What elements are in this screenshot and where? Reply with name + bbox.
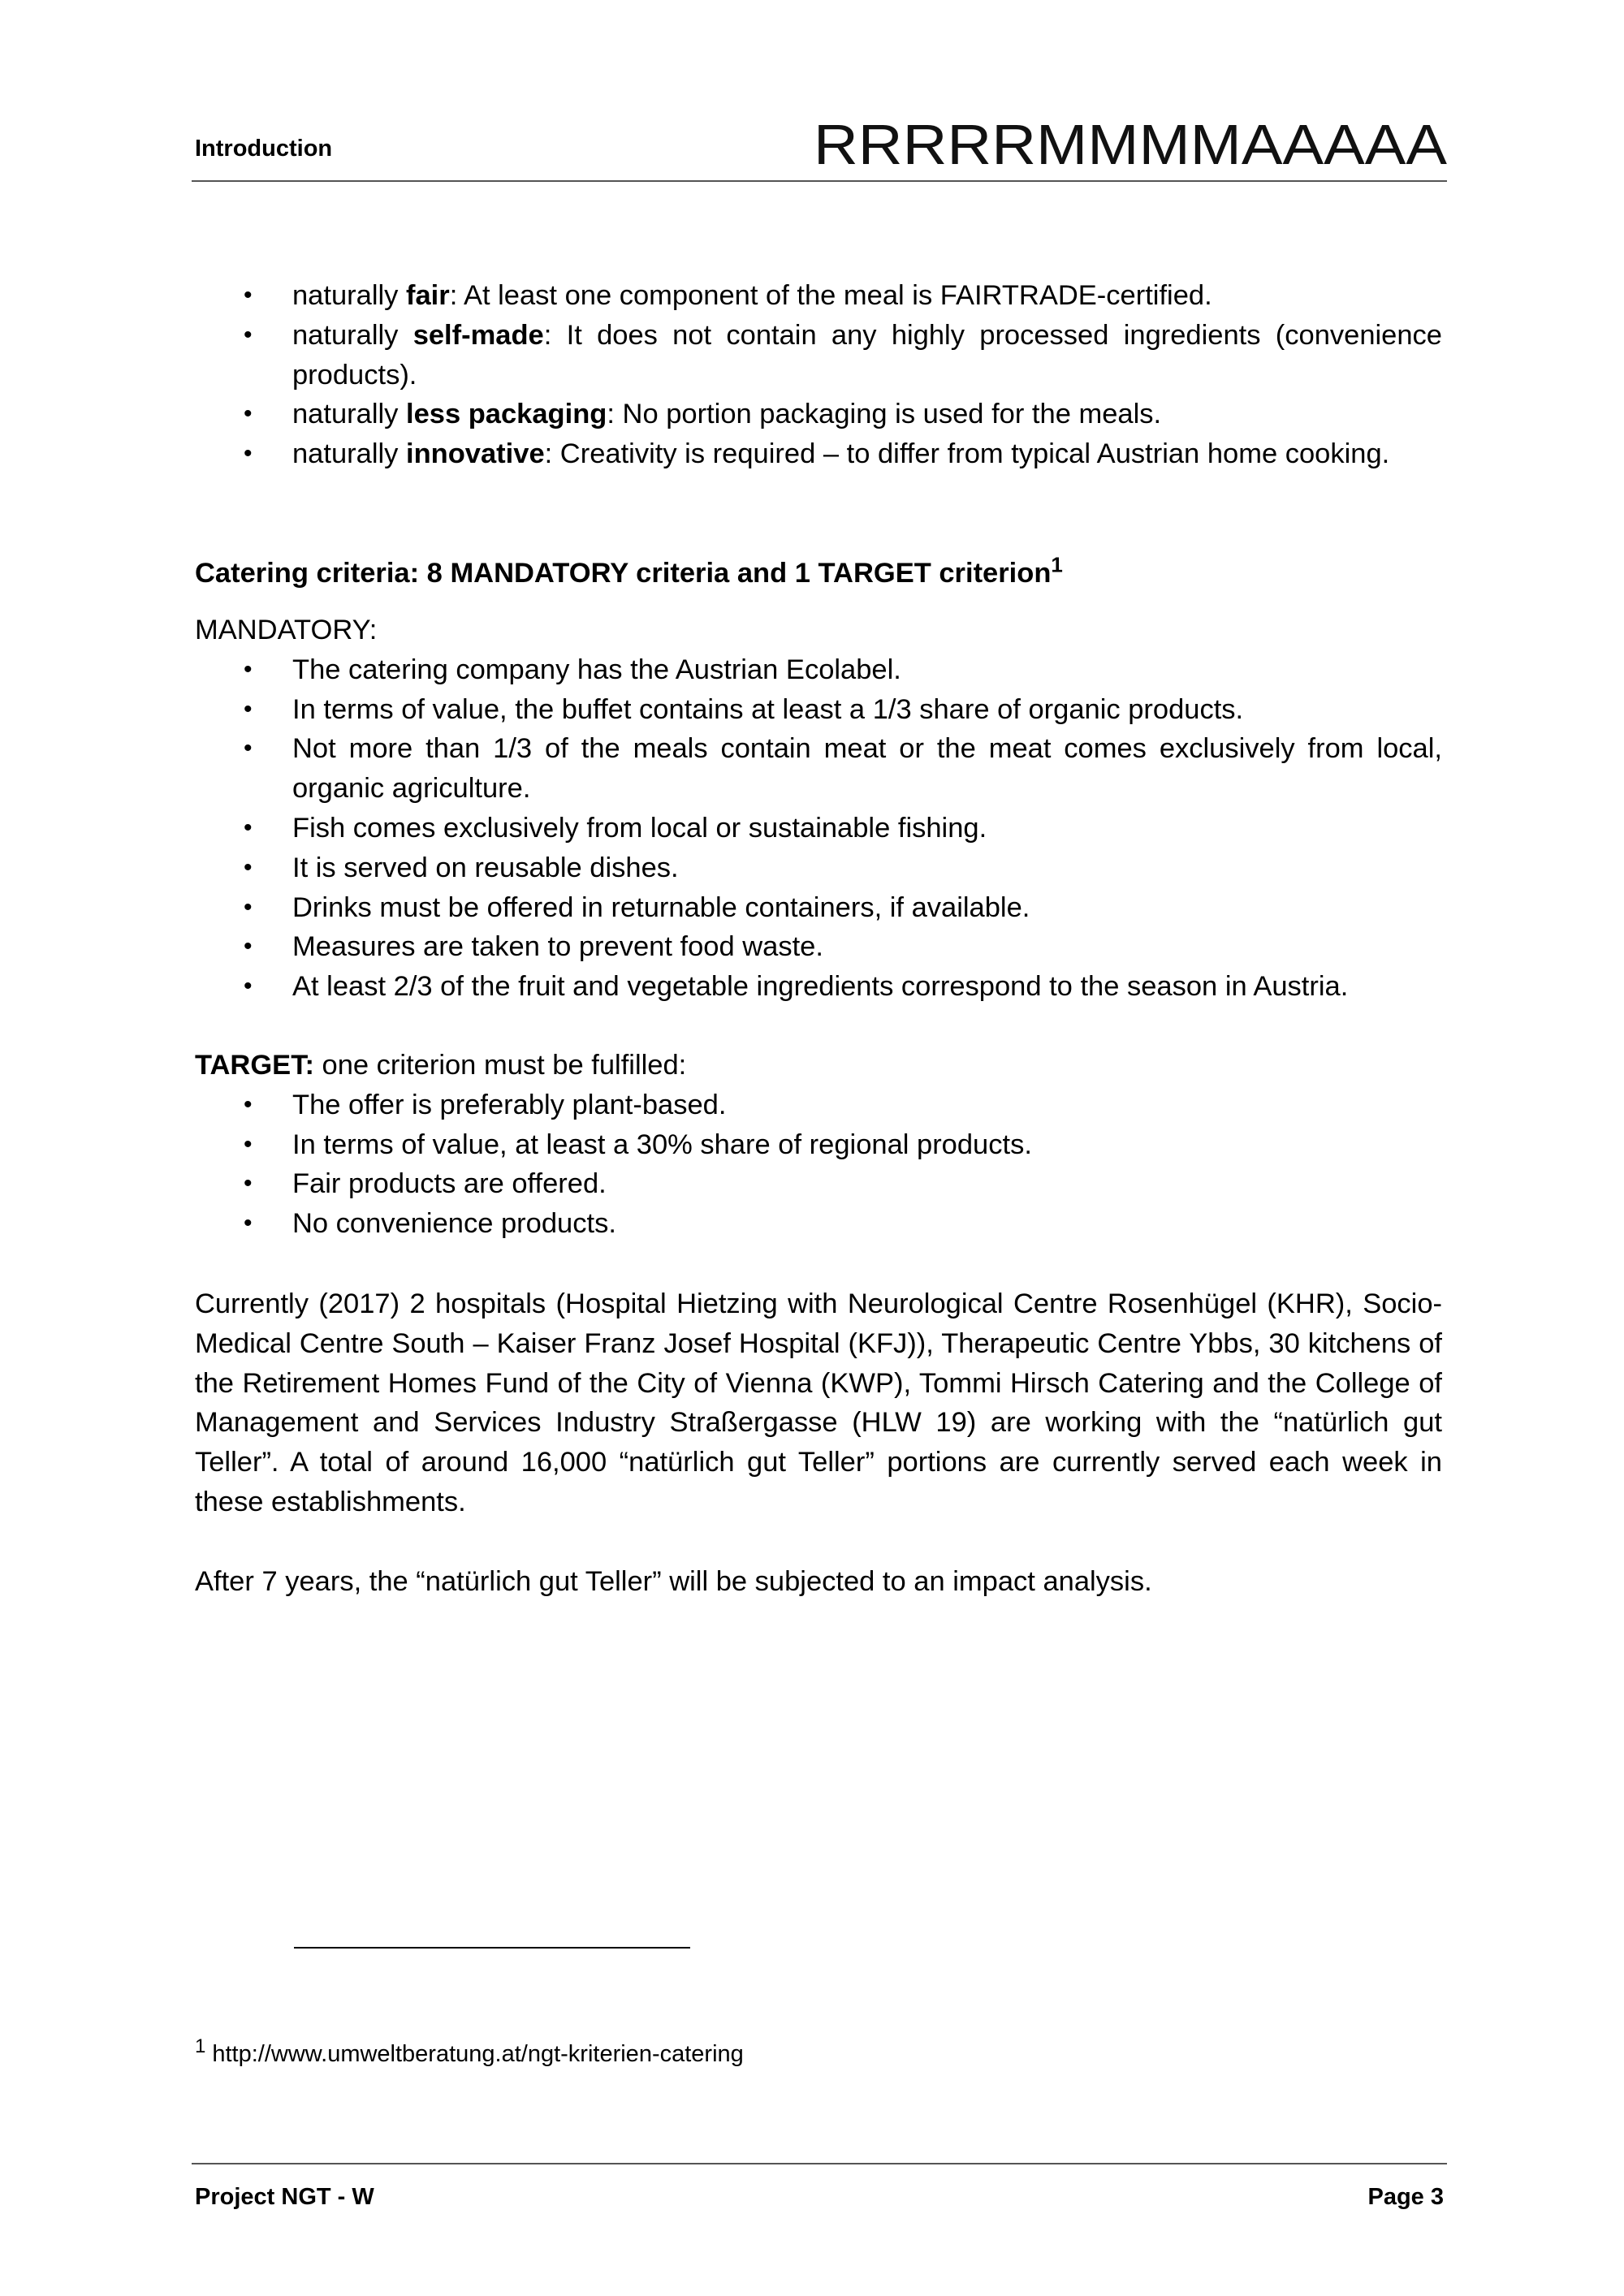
mandatory-list xyxy=(195,650,1442,1007)
list-item: • Fair products are offered. xyxy=(195,1164,1442,1204)
list-item: • Not more than 1/3 of the meals contain meat or the meat comes exclusively from local, organic agriculture. xyxy=(195,729,1442,809)
mandatory-label: MANDATORY xyxy=(195,615,369,645)
list-item: • No convenience products. xyxy=(195,1204,1442,1244)
list-item: • naturally self-made: It does not contain any highly processed ingredients (convenience products). xyxy=(195,316,1442,395)
page-footer xyxy=(192,2163,1447,2213)
paragraph-after: After 7 years, the “natürlich gut Teller” will be subjected to an impact analysis. xyxy=(195,1566,1152,1597)
list-item: • Fish comes exclusively from local or sustainable fishing. xyxy=(195,809,1442,848)
list-item: • The offer is preferably plant-based. xyxy=(195,1085,1442,1125)
mandatory-section: MANDATORY: • The catering company has the Austrian Ecolabel. • In terms of value, the buffet contains at least a 1/3 share of organic products. • Not more than 1/3 of the meals contain meat or the meat comes exclusively from local, organic agriculture. • Fish comes exclusively from local or sustainable fishing. • It is served on reusable dishes. • Drinks must be offered in returnable containers, if available. • Measures are taken to prevent food waste. • At least 2/3 of the fruit and vegetable ingredients correspond to the season in Austria. xyxy=(195,611,1442,1007)
target-section: TARGET: one criterion must be fulfilled: • The offer is preferably plant-based. • In terms of value, at least a 30% share of regional products. • Fair products are offered. • No convenience products. xyxy=(195,1046,1442,1244)
list-item: • It is served on reusable dishes. xyxy=(195,848,1442,888)
footnote-mark: 1 xyxy=(195,2035,206,2058)
footer-project: Project NGT - W xyxy=(195,2184,374,2210)
list-item: • In terms of value, the buffet contains at least a 1/3 share of organic products. xyxy=(195,690,1442,730)
logo-icon xyxy=(814,114,1447,170)
intro-bullet-list xyxy=(195,276,1442,474)
list-item: • At least 2/3 of the fruit and vegetable ingredients correspond to the season in Austria. xyxy=(195,967,1442,1007)
list-item: • naturally fair: At least one component of the meal is FAIRTRADE-certified. xyxy=(195,276,1442,316)
list-item: • The catering company has the Austrian Ecolabel. xyxy=(195,650,1442,690)
page-header xyxy=(192,89,1447,182)
footer-page-number: Page 3 xyxy=(1367,2184,1444,2210)
footnote xyxy=(195,2035,744,2068)
list-item: • In terms of value, at least a 30% share of regional products. xyxy=(195,1125,1442,1165)
paragraph-currently: Currently (2017) 2 hospitals (Hospital Hietzing with Neurological Centre Rosenhügel (KHR), Socio-Medical Centre South – Kaiser Franz Josef Hospital (KFJ)), Therapeutic Centre Ybbs, 30 kitchens of the Retirement Homes Fund of the City of Vienna (KWP), Tommi Hirsch Catering and the College of Management and Services Industry Straßergasse (HLW 19) are working with the “natürlich gut Teller”. A total of around 16,000 “natürlich gut Teller” portions are currently served each week in these establishments. xyxy=(195,1288,1442,1517)
list-item: • naturally innovative: Creativity is required – to differ from typical Austrian home cooking. xyxy=(195,434,1442,474)
criteria-heading: Catering criteria: 8 MANDATORY criteria and 1 TARGET criterion$^1$ xyxy=(195,552,1063,589)
intro-section xyxy=(195,276,1442,474)
target-list xyxy=(195,1085,1442,1244)
target-label: TARGET: xyxy=(195,1050,314,1081)
header-title: Introduction xyxy=(195,136,333,162)
logo-text: RRRRRMMMMAAAAA xyxy=(814,114,1447,170)
footnote-link[interactable]: http://www.umweltberatung.at/ngt-kriterien-catering xyxy=(212,2041,744,2067)
list-item: • Measures are taken to prevent food waste. xyxy=(195,927,1442,967)
footnote-divider xyxy=(294,1947,690,1949)
list-item: • Drinks must be offered in returnable containers, if available. xyxy=(195,888,1442,928)
list-item: • naturally less packaging: No portion packaging is used for the meals. xyxy=(195,395,1442,434)
footnote-ref: 1 xyxy=(1051,552,1063,577)
